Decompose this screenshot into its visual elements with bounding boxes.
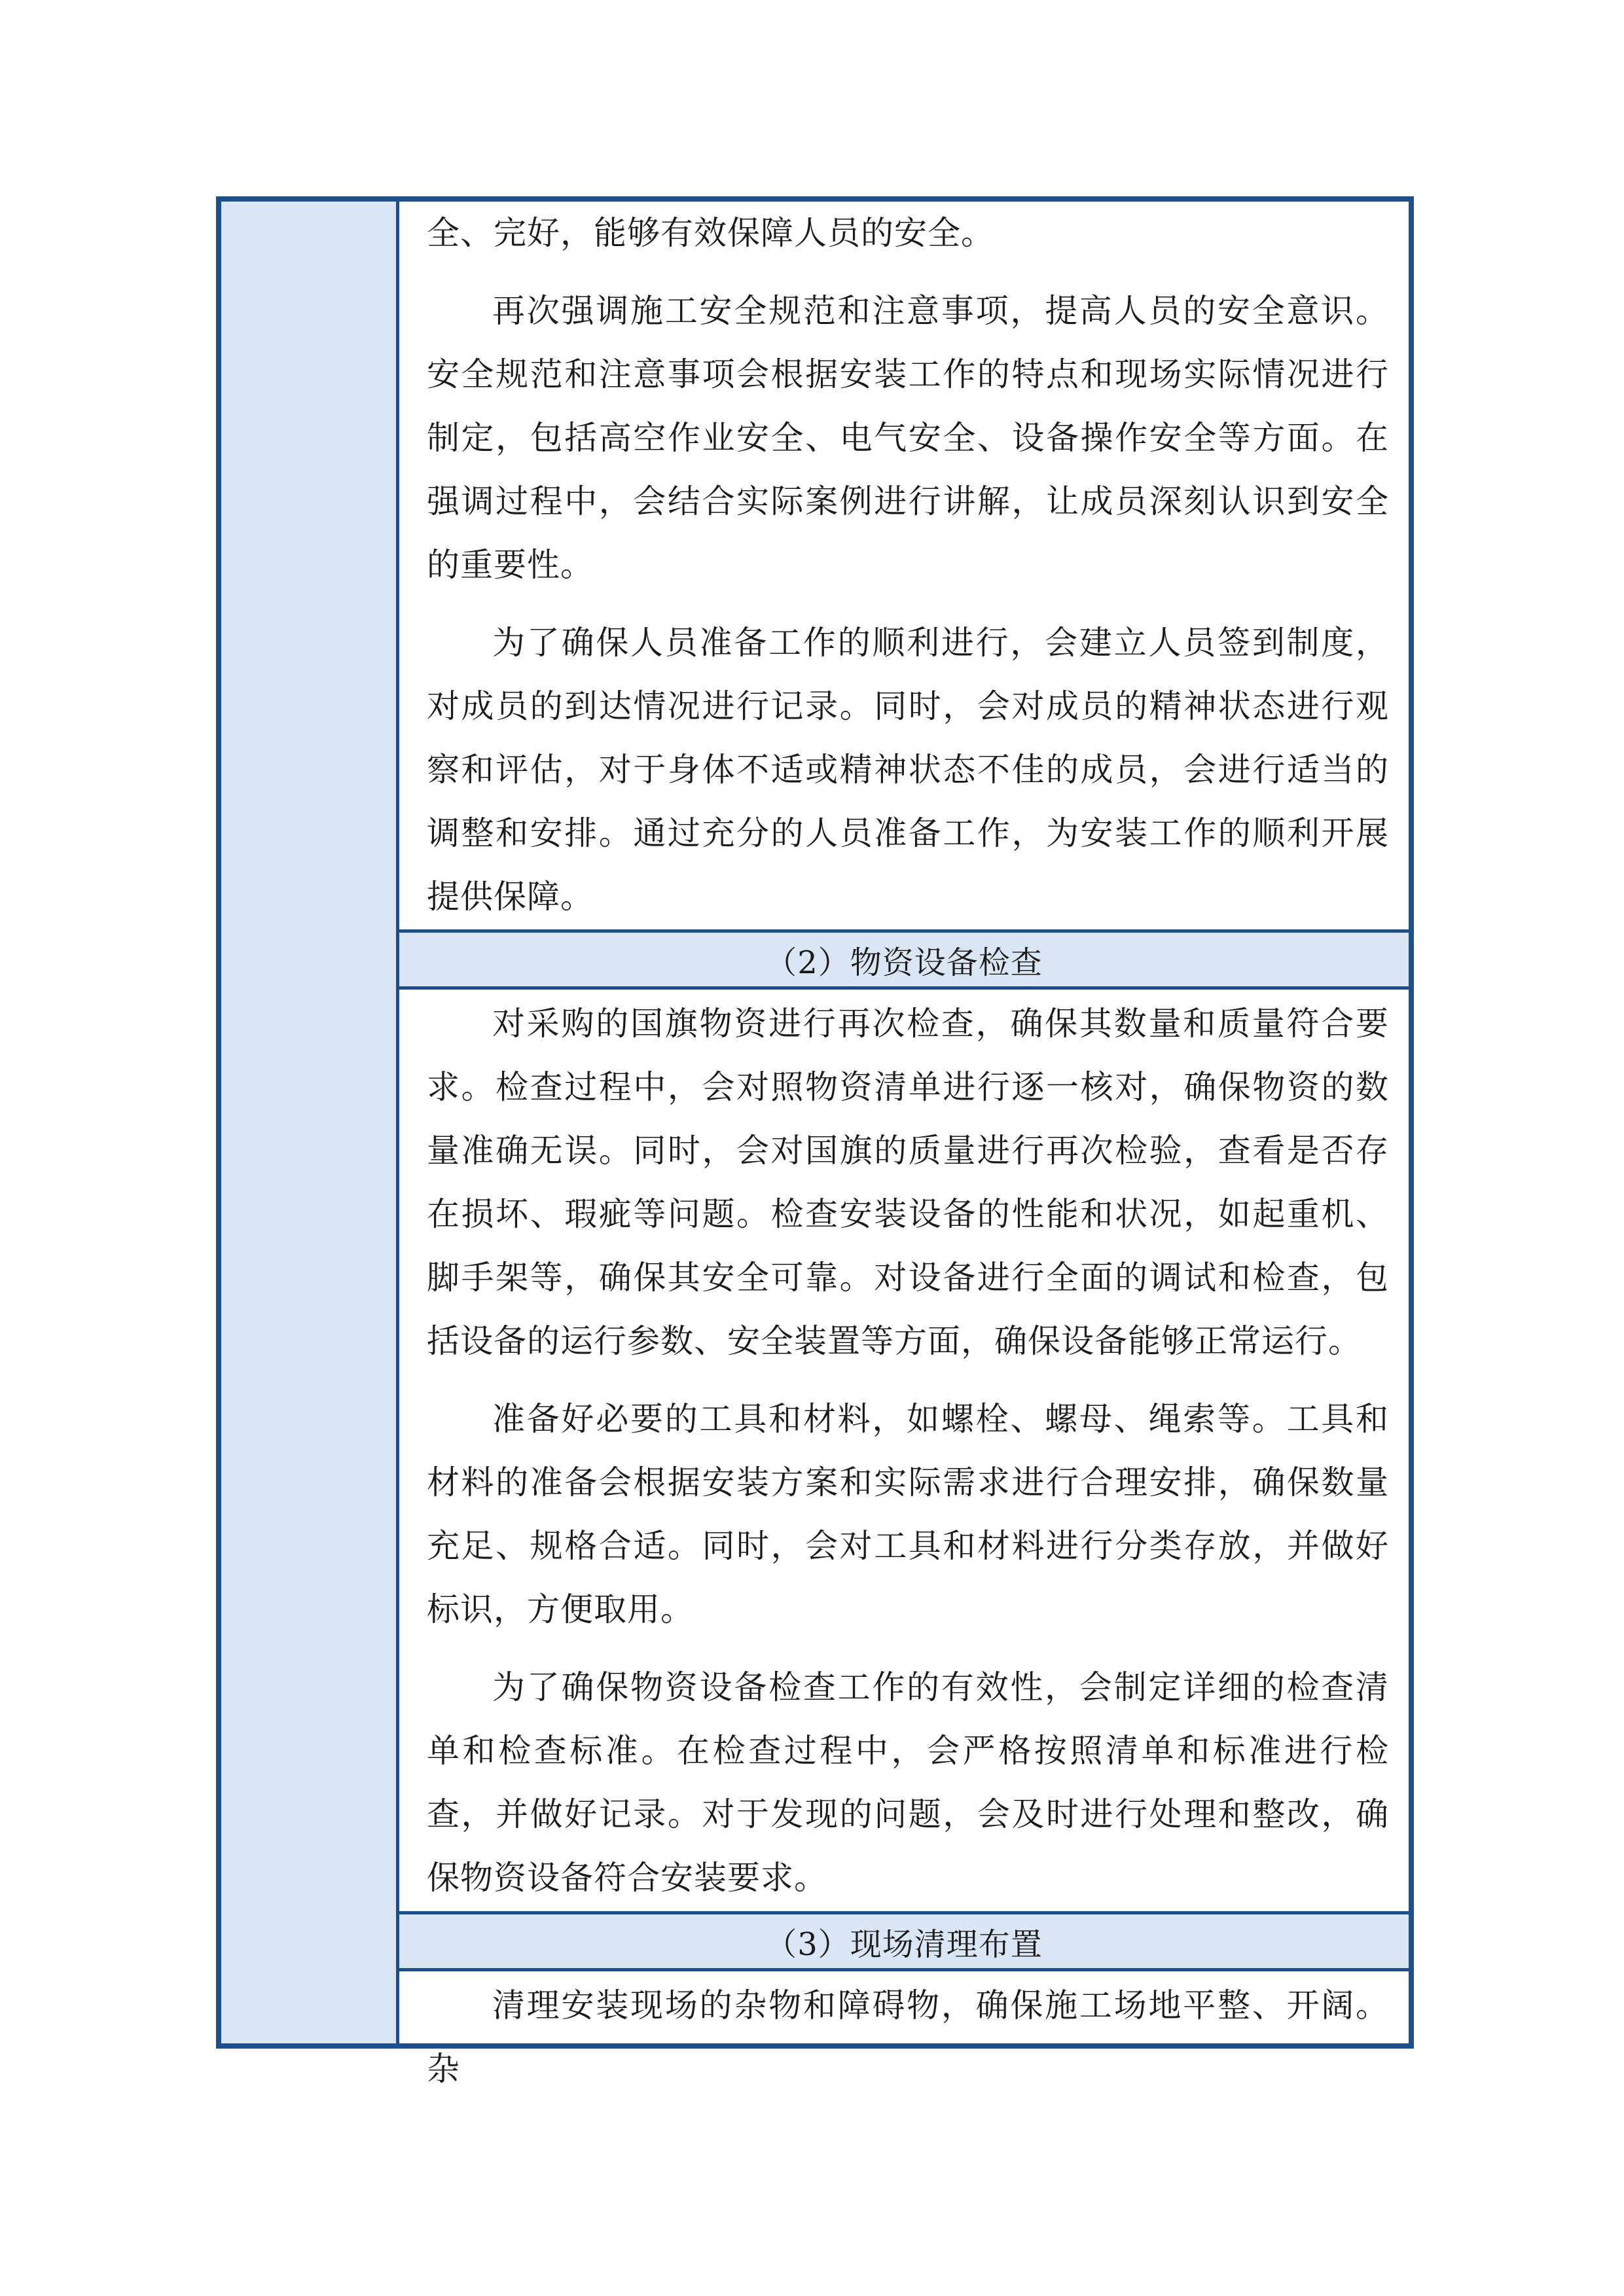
content-column	[399, 202, 1409, 2088]
section-heading-equipment-check: （2）物资设备检查	[399, 929, 1409, 990]
content-cell-equipment-check	[399, 990, 1409, 1911]
paragraph: 再次强调施工安全规范和注意事项，提高人员的安全意识。安全规范和注意事项会根据安装工作的特点和现场实际情况进行制定，包括高空作业安全、电气安全、设备操作安全等方面。在强调过程中，会结合实际案例进行讲解，让成员深刻认识到安全的重要性。	[427, 292, 1389, 584]
paragraph: 为了确保物资设备检查工作的有效性，会制定详细的检查清单和检查标准。在检查过程中，会严格按照清单和标准进行检查，并做好记录。对于发现的问题，会及时进行处理和整改，确保物资设备符合安装要求。	[427, 1668, 1389, 1897]
content-cell-site-cleanup	[399, 1971, 1409, 2115]
paragraph: 对采购的国旗物资进行再次检查，确保其数量和质量符合要求。检查过程中，会对照物资清单进行逐一核对，确保物资的数量准确无误。同时，会对国旗的质量进行再次检验，查看是否存在损坏、瑕疵等问题。检查安装设备的性能和状况，如起重机、脚手架等，确保其安全可靠。对设备进行全面的调试和检查，包括设备的运行参数、安全装置等方面，确保设备能够正常运行。	[427, 1005, 1389, 1360]
document-table	[216, 196, 1414, 2088]
content-cell-personnel	[399, 202, 1409, 929]
paragraph: 为了确保人员准备工作的顺利进行，会建立人员签到制度，对成员的到达情况进行记录。同时，会对成员的精神状态进行观察和评估，对于身体不适或精神状态不佳的成员，会进行适当的调整和安排。通过充分的人员准备工作，为安装工作的顺利开展提供保障。	[427, 624, 1389, 916]
paragraph: 准备好必要的工具和材料，如螺栓、螺母、绳索等。工具和材料的准备会根据安装方案和实际需求进行合理安排，确保数量充足、规格合适。同时，会对工具和材料进行分类存放，并做好标识，方便取用。	[427, 1400, 1389, 1628]
section-heading-site-cleanup: （3）现场清理布置	[399, 1911, 1409, 1971]
left-label-column	[221, 202, 399, 2043]
paragraph: 清理安装现场的杂物和障碍物，确保施工场地平整、开阔。杂	[427, 1986, 1389, 2088]
paragraph: 全、完好，能够有效保障人员的安全。	[427, 214, 994, 252]
